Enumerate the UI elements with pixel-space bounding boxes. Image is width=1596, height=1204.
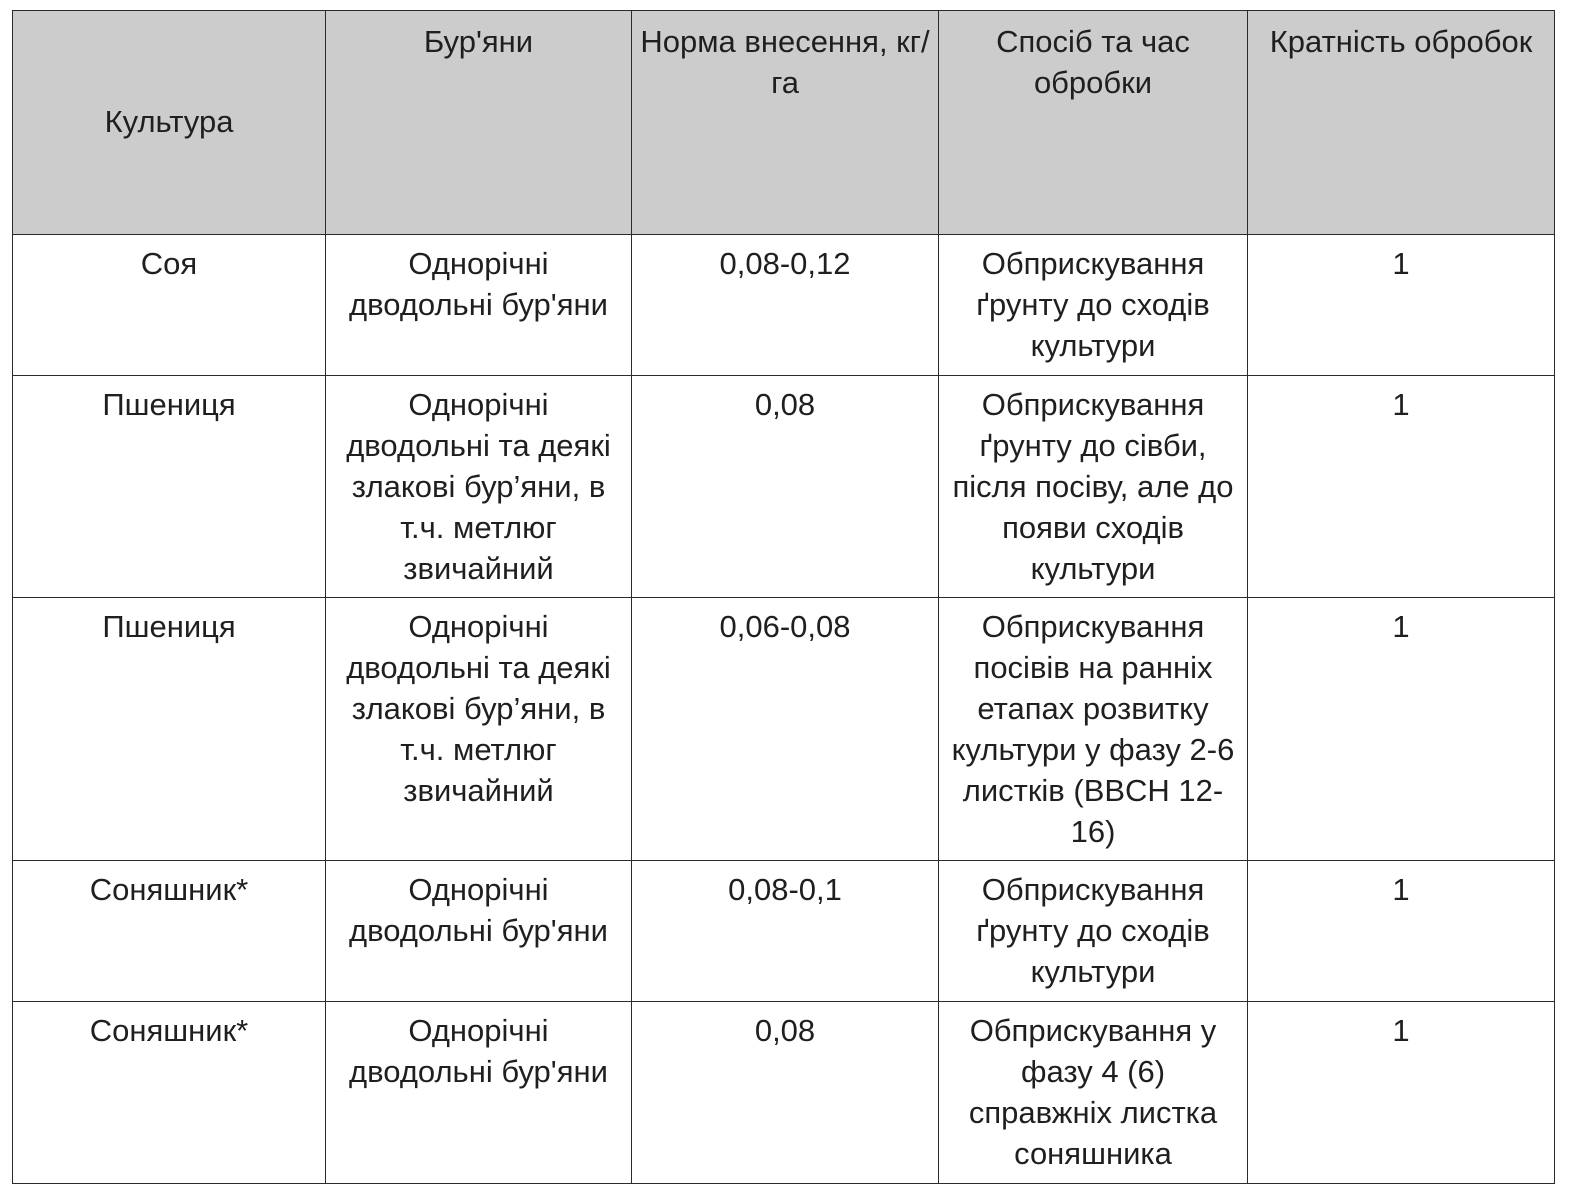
cell-crop: Пшениця (13, 598, 326, 861)
herbicide-application-table (12, 10, 1555, 1184)
header-weeds: Бур'яни (326, 11, 632, 235)
cell-multiplicity: 1 (1248, 598, 1555, 861)
table-row (13, 861, 1555, 1002)
cell-rate: 0,08 (632, 376, 939, 598)
cell-crop: Соняшник* (13, 1002, 326, 1184)
cell-multiplicity: 1 (1248, 861, 1555, 1002)
cell-weeds: Однорічні дводольні бур'яни (326, 235, 632, 376)
cell-weeds: Однорічні дводольні бур'яни (326, 1002, 632, 1184)
cell-rate: 0,06-0,08 (632, 598, 939, 861)
cell-weeds: Однорічні дводольні та деякі злакові бур’яни, в т.ч. метлюг звичайний (326, 376, 632, 598)
table-header-row (13, 11, 1555, 235)
cell-rate: 0,08-0,1 (632, 861, 939, 1002)
cell-weeds: Однорічні дводольні та деякі злакові бур’яни, в т.ч. метлюг звичайний (326, 598, 632, 861)
cell-crop: Пшениця (13, 376, 326, 598)
header-method: Спосіб та час обробки (939, 11, 1248, 235)
cell-multiplicity: 1 (1248, 235, 1555, 376)
cell-crop: Соняшник* (13, 861, 326, 1002)
cell-multiplicity: 1 (1248, 1002, 1555, 1184)
cell-multiplicity: 1 (1248, 376, 1555, 598)
header-multiplicity: Кратність обробок (1248, 11, 1555, 235)
cell-method: Обприскування ґрунту до сходів культури (939, 235, 1248, 376)
header-crop: Культура (13, 11, 326, 235)
cell-method: Обприскування посівів на ранніх етапах розвитку культури у фазу 2-6 листків (BBCH 12-16) (939, 598, 1248, 861)
cell-rate: 0,08 (632, 1002, 939, 1184)
header-rate: Норма внесення, кг/га (632, 11, 939, 235)
cell-weeds: Однорічні дводольні бур'яни (326, 861, 632, 1002)
table-row (13, 598, 1555, 861)
cell-method: Обприскування ґрунту до сходів культури (939, 861, 1248, 1002)
table-row (13, 235, 1555, 376)
cell-rate: 0,08-0,12 (632, 235, 939, 376)
cell-crop: Соя (13, 235, 326, 376)
table-row (13, 376, 1555, 598)
cell-method: Обприскування ґрунту до сівби, після посіву, але до появи сходів культури (939, 376, 1248, 598)
cell-method: Обприскування у фазу 4 (6) справжніх листка соняшника (939, 1002, 1248, 1184)
table-row (13, 1002, 1555, 1184)
